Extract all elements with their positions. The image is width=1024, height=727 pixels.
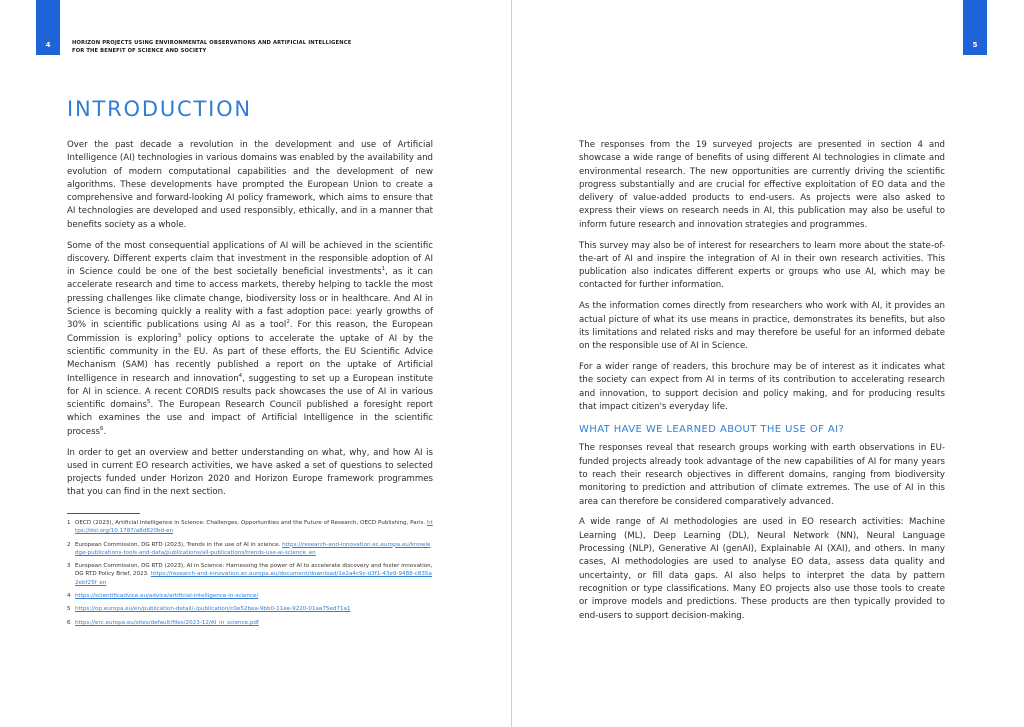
footnote-body [75, 619, 433, 627]
footnote-number: 5 [67, 606, 71, 613]
page-number-tab-right [963, 0, 987, 55]
page-title: INTRODUCTION [67, 97, 252, 121]
footnote-ref[interactable]: 4 [238, 372, 243, 379]
paragraph: The responses from the 19 surveyed projects are presented in section 4 and showcase a wide range of benefits of using different AI technologies in climate and environmental research. The new opportunities are currently driving the scientific progress substantially and are crucial for effective exploitation of EO data and the delivery of value-added products to end-users. As projects were also asked to express their views on research needs in AI, this publication may also be useful to inform future research and innovation strategies and programmes. [579, 140, 945, 230]
text: , as it can accelerate research and time to access markets, thereby helping to tackle the most pressing challenges like climate change, biodiversity loss or in healthcare. And AI in Science is becoming quickly a reality with a fast adoption pace: yearly growths of 30% in scientific publications using AI as a tool [67, 267, 433, 331]
footnote-ref[interactable]: 3 [177, 332, 182, 339]
text: . [103, 426, 107, 437]
footnote-link[interactable]: https://research-and-innovation.ec.europa.eu/document/download/1e2a4c9c-d3f1-43e9-9488-c835a2ebf25f_en [75, 571, 432, 586]
paragraph: In order to get an overview and better understanding on what, why, and how AI is used in current EO research activities, we have asked a set of questions to selected projects funded under Horizon 2020 and Horizon Europe framework programmes that you can find in the next section. [67, 447, 433, 498]
running-header-line1: HORIZON PROJECTS USING ENVIRONMENTAL OBSERVATIONS AND ARTIFICIAL INTELLIGENCE [72, 40, 352, 46]
paragraph: As the information comes directly from researchers who work with AI, it provides an actual picture of what its use means in practice, demonstrates its benefits, but also its limitations and related risks and may therefore be useful for an informed debate on the responsible use of AI in Science. [579, 301, 945, 352]
running-header-line2: FOR THE BENEFIT OF SCIENCE AND SOCIETY [72, 48, 207, 54]
footnote-link[interactable]: https://op.europa.eu/en/publication-detail/-/publication/c0e52bea-9bb0-11ee-9220-01aa75ed71a1 [75, 606, 351, 613]
footnote [67, 619, 433, 627]
footnote [67, 562, 433, 587]
paragraph: For a wider range of readers, this brochure may be of interest as it indicates what the society can expect from AI in terms of its contribution to accelerating research and innovation, to support decision and policy making, and for producing results that impact citizen's everyday life. [579, 361, 945, 412]
footnote-body [75, 592, 433, 600]
paragraph: A wide range of AI methodologies are used in EO research activities: Machine Learning (ML), Deep Learning (DL), Neural Network (NN), Neural Language Processing (NLP), Generative AI (genAI), Explainable AI (XAI), and others. In many cases, AI methodologies are used to analyse EO data, assess data quality and uncertainty, or fill data gaps. AI also helps to interpret the data by pattern recognition or type classifications. Many EO projects also use those tools to create or improve models and predictions. These products are then typically provided to end-users to support decision-making. [579, 517, 945, 621]
left-column [67, 139, 433, 507]
footnote-link[interactable]: https://scientificadvice.eu/advice/artificial-intelligence-in-science/ [75, 593, 259, 600]
running-header [72, 39, 351, 55]
paragraph: This survey may also be of interest for researchers to learn more about the state-of-the-art of AI and inspire the integration of AI in their own research activities. This publication also indicates different experts or groups who use AI, which may be contacted for further information. [579, 240, 945, 291]
footnote-number: 2 [67, 541, 71, 548]
footnote-number: 1 [67, 520, 71, 526]
text: policy options to accelerate the uptake of AI by the scientific community in the EU. As part of these efforts, the EU Scientific Advice Mechanism (SAM) has recently published a report on the uptake of Artificial Intelligence in research and innovation [67, 333, 433, 384]
footnotes [67, 519, 433, 632]
footnote-rule [67, 513, 140, 514]
footnote-body [75, 519, 433, 536]
section-heading: WHAT HAVE WE LEARNED ABOUT THE USE OF AI? [579, 424, 845, 436]
text: , suggesting to set up a European institute for AI in science. A recent CORDIS results pack showcases the use of AI in various scientific domains [67, 373, 433, 411]
paragraph: Over the past decade a revolution in the development and use of Artificial Intelligence (AI) technologies in various domains was enabled by the availability and evolution of modern computational capabilities and the development of new algorithms. These developments have prompted the European Union to create a comprehensive and forward-looking AI policy framework, which aims to ensure that AI technologies are developed and used responsibly, ethically, and in a manner that benefits society as a whole. [67, 140, 433, 230]
page-number-tab-left [36, 0, 60, 55]
footnote-text: OECD (2023), Artificial Intelligence in Science: Challenges, Opportunities and the Future of Research, OECD Publishing, Paris. [75, 520, 427, 526]
footnote [67, 592, 433, 600]
text: . The European Research Council published a foresight report which examines the use and impact of Artificial Intelligence in the scientific process [67, 400, 433, 437]
footnote [67, 605, 433, 613]
footnote-link[interactable]: https://erc.europa.eu/sites/default/files/2023-12/AI_in_science.pdf [75, 619, 259, 626]
footnote-text: European Commission, DG RTD (2023), AI in Science: Harnessing the power of AI to accelerate discovery and foster innovation, DG RTD Policy Brief, 2023. [75, 563, 433, 578]
footnote-link[interactable]: https://doi.org/10.1787/a8d820bd-en [75, 520, 433, 535]
paragraph: The responses reveal that research groups working with earth observations in EU-funded projects already took advantage of the new capabilities of AI for many years to reach their research objectives in different domains, ranging from biodiversity monitoring to prediction and attribution of climate extremes. The use of AI in this area can therefore be considered comparatively advanced. [579, 443, 945, 507]
footnote-ref[interactable]: 5 [146, 399, 151, 406]
spread-divider [511, 0, 512, 727]
footnote-body [75, 541, 433, 558]
footnote-ref[interactable]: 6 [100, 425, 104, 432]
page-number-left: 4 [45, 41, 51, 49]
footnote-link[interactable]: https://research-and-innovation.ec.europa.eu/knowledge-publications-tools-and-data/publications/all-publications/trends-use-ai-science_en [75, 541, 431, 556]
footnote [67, 541, 433, 558]
footnote-ref[interactable]: 1 [381, 266, 386, 273]
footnote-number: 6 [67, 619, 71, 626]
footnote-text: European Commission, DG RTD (2023), Trends in the use of AI in science. [75, 541, 283, 548]
paragraph [67, 240, 433, 439]
footnote [67, 519, 433, 536]
text: . For this reason, the European Commission is exploring [67, 320, 433, 344]
footnote-body [75, 605, 433, 613]
footnote-number: 3 [67, 563, 71, 570]
footnote-number: 4 [67, 593, 71, 600]
right-column [579, 139, 945, 630]
footnote-ref[interactable]: 2 [286, 319, 290, 326]
text: Some of the most consequential applications of AI will be achieved in the scientific discovery. Different experts claim that investment in the responsible adoption of AI in Science could be one of the best societally beneficial investments [67, 240, 433, 278]
page-number-right: 5 [972, 41, 978, 49]
footnote-body [75, 562, 433, 587]
